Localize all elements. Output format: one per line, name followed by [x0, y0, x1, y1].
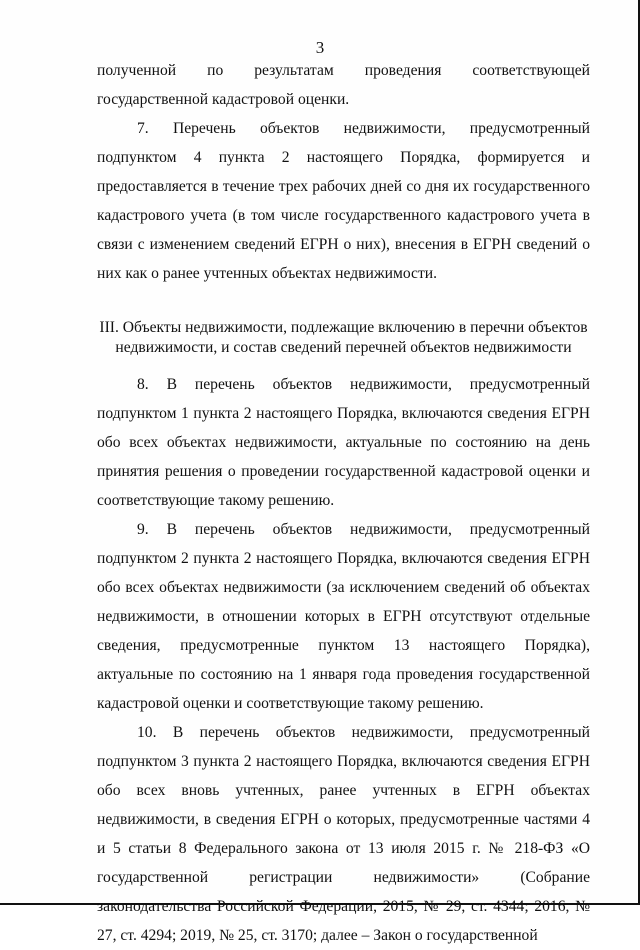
section-heading-line-2: недвижимости, и состав сведений перечней объектов недвижимости — [115, 339, 572, 356]
section-heading-line-1: III. Объекты недвижимости, подлежащие включению в перечни объектов — [99, 319, 588, 336]
paragraph-continuation: полученной по результатам проведения соответствующей государственной кадастровой оценки. — [97, 62, 590, 108]
paragraph-7: 7. Перечень объектов недвижимости, предусмотренный подпунктом 4 пункта 2 настоящего Порядка, формируется и предоставляется в течение трех рабочих дней со дня их государственного кадастрового учета (в том числе государственного кадастрового учета в связи с изменением сведений ЕГРН о них), внесения в ЕГРН сведений о них как о ранее учтенных объектах недвижимости. — [97, 120, 590, 282]
section-heading-iii — [97, 318, 590, 358]
paragraph-9: 9. В перечень объектов недвижимости, предусмотренный подпунктом 2 пункта 2 настоящего Порядка, включаются сведения ЕГРН обо всех объектах недвижимости (за исключением сведений об объектах недвижимости, в отношении которых в ЕГРН отсутствуют отдельные сведения, предусмотренные пунктом 13 настоящего Порядка), актуальные по состоянию на 1 января года проведения государственной кадастровой оценки и соответствующие такому решению. — [97, 521, 590, 712]
paragraph-10: 10. В перечень объектов недвижимости, предусмотренный подпунктом 3 пункта 2 настоящего Порядка, включаются сведения ЕГРН обо всех вновь учтенных, ранее учтенных в ЕГРН объектах недвижимости, в сведения ЕГРН о которых, предусмотренные частями 4 и 5 статьи 8 Федерального закона от 13 июля 2015 г. № 218-ФЗ «О государственной регистрации недвижимости» (Собрание законодательства Российской Федерации, 2015, № 29, ст. 4344; 2016, № 27, ст. 4294; 2019, № 25, ст. 3170; далее – Закон о государственной — [97, 724, 590, 944]
document-body — [97, 56, 590, 950]
paragraph-8: 8. В перечень объектов недвижимости, предусмотренный подпунктом 1 пункта 2 настоящего Порядка, включаются сведения ЕГРН обо всех объектах недвижимости, актуальные по состоянию на день принятия решения о проведении государственной кадастровой оценки и соответствующие такому решению. — [97, 376, 590, 509]
page-number: 3 — [315, 38, 325, 57]
